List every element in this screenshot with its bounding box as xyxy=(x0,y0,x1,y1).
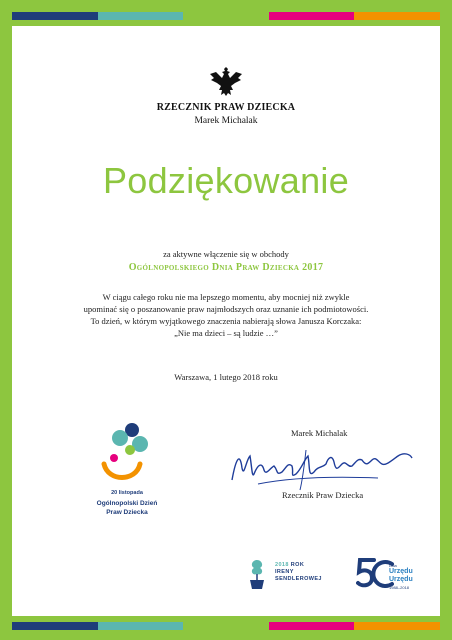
paragraph-line: upominać się o poszanowanie praw najmłodszych oraz uznanie ich podmiotowości. xyxy=(83,304,369,314)
office-word: Urzędu xyxy=(389,576,413,583)
office-word: Urzędu xyxy=(389,568,413,575)
certificate-title: Podziękowanie xyxy=(102,160,350,201)
logo-name-line: Ogólnopolski Dzień xyxy=(96,500,158,507)
sendlerowa-surname-line: SENDLEROWEJ xyxy=(275,576,322,582)
korczak-quote: „Nie ma dzieci – są ludzie …” xyxy=(174,328,278,338)
years-label: Lata xyxy=(389,563,397,568)
year-word: ROK xyxy=(290,562,305,568)
year-number: 2018 xyxy=(275,562,289,568)
band-segment xyxy=(354,622,440,630)
years-range: 1988–2018 xyxy=(389,585,410,590)
logo-date-label: 20 listopada xyxy=(111,490,143,496)
institution-name: RZECZNIK PRAW DZIECKA xyxy=(156,102,296,113)
band-segment xyxy=(354,12,440,20)
handwritten-signature xyxy=(228,438,416,494)
ombudsman-name: Marek Michalak xyxy=(194,116,258,126)
paragraph-line: W ciągu całego roku nie ma lepszego momentu, aby mocniej niż zwykle xyxy=(102,292,350,302)
sendlerowa-year-line xyxy=(275,562,304,568)
band-segment xyxy=(183,622,269,630)
band-segment xyxy=(183,12,269,20)
color-band-top xyxy=(12,12,440,20)
children-rights-day-logo xyxy=(94,420,156,484)
event-name: Ogólnopolskiego Dnia Praw Dziecka 2017 xyxy=(128,262,324,273)
sendlerowa-name-line: IRENY xyxy=(275,569,294,575)
color-band-bottom xyxy=(12,622,440,630)
band-segment xyxy=(98,622,184,630)
band-segment xyxy=(269,12,355,20)
paragraph-line: To dzień, w którym wyjątkowego znaczenia nabierają słowa Janusza Korczaka: xyxy=(90,316,362,326)
polish-eagle-icon xyxy=(209,64,243,100)
intro-line: za aktywne włączenie się w obchody xyxy=(163,249,289,259)
signatory-role: Rzecznik Praw Dziecka xyxy=(282,490,364,500)
signatory-name: Marek Michalak xyxy=(291,428,348,438)
band-segment xyxy=(269,622,355,630)
flower-jar-icon xyxy=(244,556,270,590)
band-segment xyxy=(12,622,98,630)
band-segment xyxy=(12,12,98,20)
place-and-date: Warszawa, 1 lutego 2018 roku xyxy=(174,372,278,382)
band-segment xyxy=(98,12,184,20)
logo-name-line: Praw Dziecka xyxy=(106,509,148,516)
